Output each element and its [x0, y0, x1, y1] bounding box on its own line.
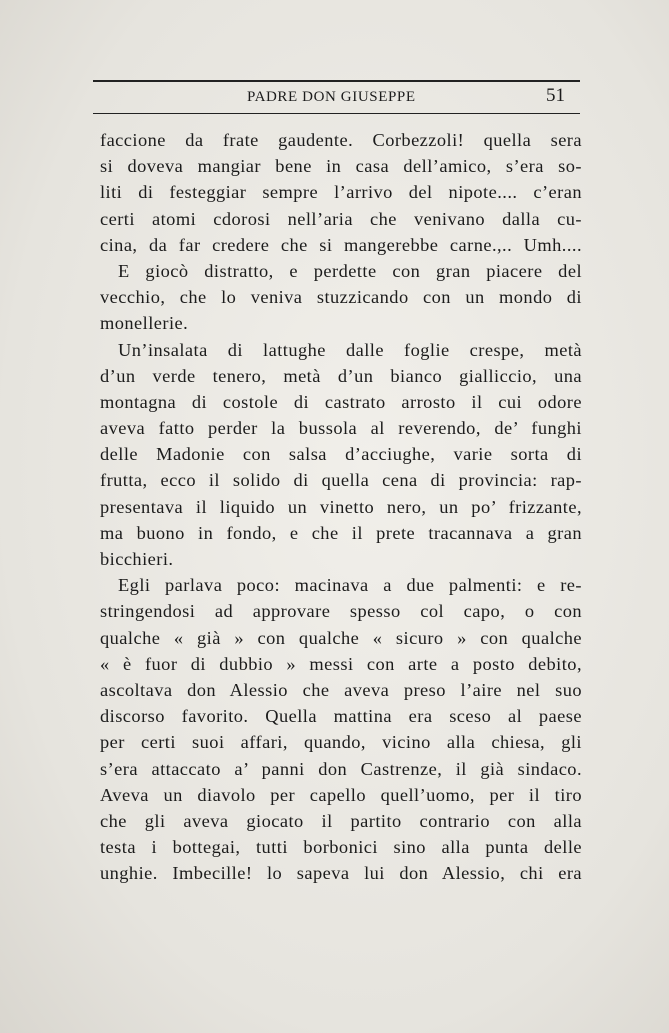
- text-line: aveva fatto perder la bussola al reverendo, de’ funghi: [100, 418, 582, 439]
- body-text: [100, 127, 582, 886]
- text-line: ma buono in fondo, e che il prete tracannava a gran: [100, 522, 582, 543]
- text-line: E giocò distratto, e perdette con gran piacere del: [118, 260, 582, 281]
- header-rule-bottom: [93, 113, 580, 114]
- text-line: presentava il liquido un vinetto nero, un po’ frizzante,: [100, 496, 582, 517]
- text-line: cina, da far credere che si mangerebbe carne.,.. Umh....: [100, 234, 582, 255]
- text-line: unghie. Imbecille! lo sapeva lui don Alessio, chi era: [100, 863, 582, 884]
- text-line: che gli aveva giocato il partito contrario con alla: [100, 810, 582, 831]
- text-line: s’era attaccato a’ panni don Castrenze, il già sindaco.: [100, 758, 582, 779]
- text-line: testa i bottegai, tutti borbonici sino alla punta delle: [100, 837, 582, 858]
- text-line: stringendosi ad approvare spesso col capo, o con: [100, 601, 582, 622]
- text-line: monellerie.: [100, 313, 189, 334]
- text-line: si doveva mangiar bene in casa dell’amico, s’era so-: [100, 156, 582, 177]
- text-line: Egli parlava poco: macinava a due palmenti: e re-: [118, 575, 582, 596]
- text-line: ascoltava don Alessio che aveva preso l’aire nel suo: [100, 679, 582, 700]
- text-line: discorso favorito. Quella mattina era sceso al paese: [100, 706, 582, 727]
- text-line: montagna di costole di castrato arrosto il cui odore: [100, 391, 582, 412]
- text-line: certi atomi cdorosi nell’aria che venivano dalla cu-: [100, 208, 582, 229]
- text-line: qualche « già » con qualche « sicuro » con qualche: [100, 627, 582, 648]
- text-line: frutta, ecco il solido di quella cena di provincia: rap-: [100, 470, 582, 491]
- text-line: delle Madonie con salsa d’acciughe, varie sorta di: [100, 444, 582, 465]
- text-line: faccione da frate gaudente. Corbezzoli! quella sera: [100, 130, 582, 150]
- text-line: per certi suoi affari, quando, vicino alla chiesa, gli: [100, 732, 582, 753]
- text-line: liti di festeggiar sempre l’arrivo del nipote.... c’eran: [100, 182, 582, 203]
- text-line: vecchio, che lo veniva stuzzicando con un mondo di: [100, 287, 582, 308]
- running-head: PADRE DON GIUSEPPE: [247, 89, 416, 105]
- text-line: Un’insalata di lattughe dalle foglie crespe, metà: [118, 339, 582, 360]
- text-line: « è fuor di dubbio » messi con arte a posto debito,: [100, 653, 582, 674]
- text-line: d’un verde tenero, metà d’un bianco gialliccio, una: [100, 365, 582, 386]
- text-line: Aveva un diavolo per capello quell’uomo, per il tiro: [100, 784, 582, 805]
- page-number: 51: [546, 85, 565, 106]
- header-rule-top: [93, 80, 580, 82]
- text-line: bicchieri.: [100, 549, 174, 569]
